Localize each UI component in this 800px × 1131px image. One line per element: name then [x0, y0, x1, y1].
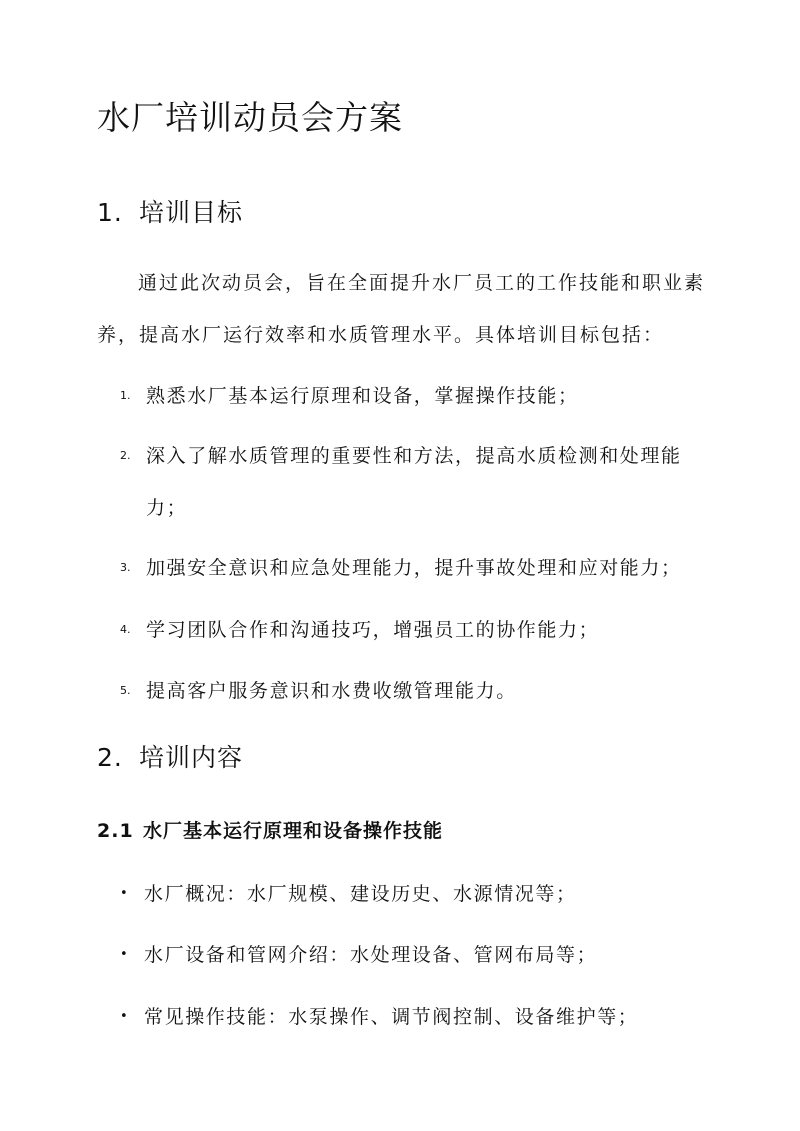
list-marker: 1.	[120, 389, 131, 402]
bullet-text: 水厂概况：水厂规模、建设历史、水源情况等；	[144, 883, 577, 905]
goal-text: 熟悉水厂基本运行原理和设备，掌握操作技能；	[146, 385, 579, 407]
section-heading-text: 培训目标	[139, 198, 244, 227]
bullet-marker: •	[120, 1009, 128, 1024]
section-number: 2.	[97, 743, 123, 772]
section-heading-goals	[97, 196, 243, 230]
subsection-heading-text: 水厂基本运行原理和设备操作技能	[143, 820, 444, 842]
section-heading-content	[97, 741, 243, 775]
goal-text: 学习团队合作和沟通技巧，增强员工的协作能力；	[146, 619, 600, 641]
section-number: 1.	[97, 198, 123, 227]
goal-text: 提高客户服务意识和水费收缴管理能力。	[146, 680, 517, 702]
goal-text-continuation: 力；	[146, 497, 188, 519]
bullet-text: 水厂设备和管网介绍：水处理设备、管网布局等；	[144, 944, 598, 966]
bullet-text: 常见操作技能：水泵操作、调节阀控制、设备维护等；	[144, 1006, 639, 1028]
goal-text: 加强安全意识和应急处理能力，提升事故处理和应对能力；	[146, 557, 682, 579]
list-marker: 4.	[120, 623, 131, 636]
list-marker: 5.	[120, 684, 131, 697]
list-marker: 2.	[120, 449, 131, 462]
section-heading-text: 培训内容	[139, 743, 244, 772]
intro-paragraph-line-1: 通过此次动员会，旨在全面提升水厂员工的工作技能和职业素	[138, 272, 706, 294]
page-title: 水厂培训动员会方案	[97, 98, 403, 137]
subsection-heading	[97, 818, 443, 844]
list-marker: 3.	[120, 561, 131, 574]
intro-paragraph-line-2: 养，提高水厂运行效率和水质管理水平。具体培训目标包括：	[97, 324, 665, 346]
bullet-marker: •	[120, 947, 128, 962]
bullet-marker: •	[120, 886, 128, 901]
subsection-number: 2.1	[97, 820, 134, 842]
goal-text: 深入了解水质管理的重要性和方法，提高水质检测和处理能	[146, 445, 682, 467]
